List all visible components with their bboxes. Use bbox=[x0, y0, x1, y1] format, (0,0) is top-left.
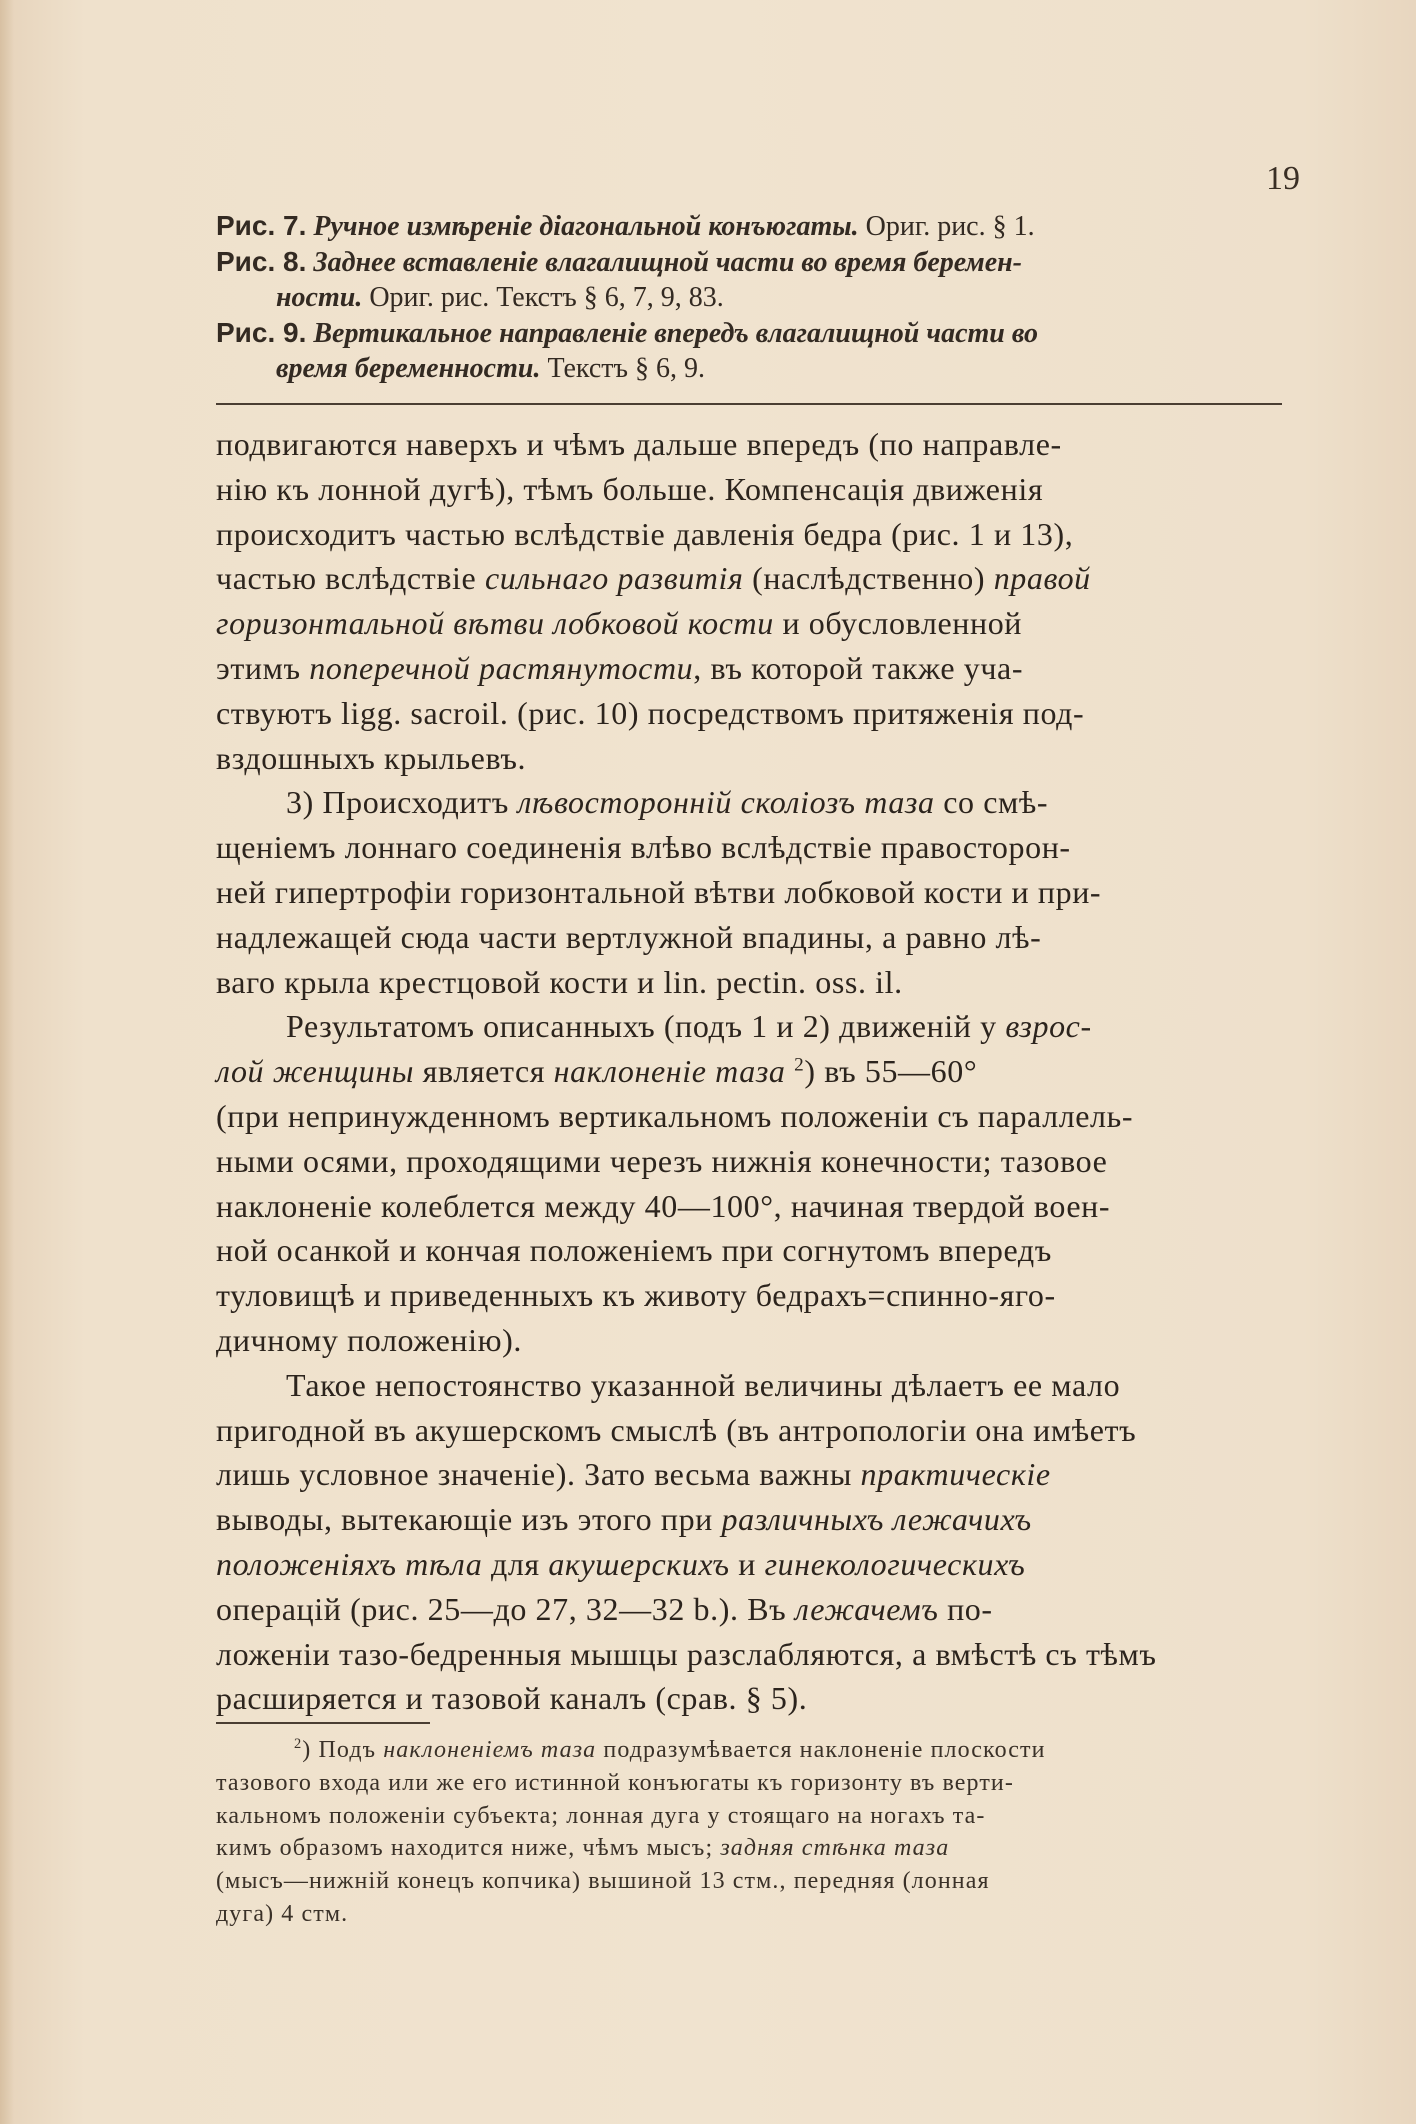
text-run: и bbox=[729, 1545, 765, 1582]
caption-title-end: время беременности. bbox=[276, 353, 541, 384]
text-line: туловищѣ и приведенныхъ къ животу бедрахъ=спинно-яго- bbox=[216, 1277, 1056, 1314]
caption-fig-7 bbox=[216, 208, 1282, 244]
emphasis: лежачемъ bbox=[794, 1590, 939, 1627]
emphasis: сильнаго развитiя bbox=[484, 560, 744, 597]
text-line bbox=[216, 1004, 1282, 1049]
text-run: для bbox=[482, 1545, 549, 1582]
text-line: (мысъ—нижнiй конецъ копчика) вышиной 13 стм., передняя (лонная bbox=[216, 1868, 990, 1895]
text-run: и обусловленной bbox=[773, 605, 1023, 642]
text-run: (наслѣдственно) bbox=[743, 560, 994, 597]
text-line bbox=[216, 1049, 1282, 1094]
emphasis: взрос- bbox=[1005, 1008, 1092, 1045]
caption-source: Ориг. рис. Текстъ § 6, 7, 9, 83. bbox=[369, 282, 724, 313]
emphasis: поперечной растянутости bbox=[309, 649, 694, 686]
caption-fig-9 bbox=[216, 315, 1282, 386]
text-line: вздошныхъ крыльевъ. bbox=[216, 739, 527, 776]
text-run: операцiй (рис. 25—до 27, 32—32 b.). Въ bbox=[216, 1590, 795, 1627]
text-run: по- bbox=[938, 1590, 993, 1627]
emphasis: лѣвостороннiй сколiозъ таза bbox=[517, 784, 935, 821]
emphasis: гинекологическихъ bbox=[764, 1545, 1026, 1582]
footnote-divider bbox=[216, 1722, 430, 1724]
emphasis: различныхъ лежачихъ bbox=[721, 1501, 1032, 1538]
text-line bbox=[216, 1497, 1282, 1542]
emphasis: положенiяхъ тѣла bbox=[216, 1545, 483, 1582]
text-line: наклоненiе колеблется между 40—100°, начиная твердой воен- bbox=[216, 1187, 1111, 1224]
text-run: , въ которой также уча- bbox=[693, 649, 1024, 686]
text-run: подразумѣвается наклоненiе плоскости bbox=[596, 1737, 1046, 1763]
text-run: ) Подъ bbox=[302, 1737, 384, 1763]
caption-label: Рис. 9. bbox=[216, 317, 307, 348]
text-run: этимъ bbox=[216, 649, 310, 686]
caption-source: Текстъ § 6, 9. bbox=[547, 353, 705, 384]
text-run: лишь условное значенiе). Зато весьма важны bbox=[216, 1456, 861, 1493]
emphasis: практическiе bbox=[860, 1456, 1051, 1493]
text-line: Такое непостоянство указанной величины дѣлаетъ ее мало bbox=[286, 1366, 1121, 1403]
text-run: Результатомъ описанныхъ (подъ 1 и 2) движенiй у bbox=[286, 1008, 1006, 1045]
text-line: происходитъ частью вслѣдствiе давленiя бедра (рис. 1 и 13), bbox=[216, 515, 1074, 552]
text-line: надлежащей сюда части вертлужной впадины, а равно лѣ- bbox=[216, 918, 1042, 955]
emphasis: правой bbox=[993, 560, 1091, 597]
text-line bbox=[216, 1542, 1282, 1587]
text-line: пригодной въ акушерскомъ смыслѣ (въ антропологiи она имѣетъ bbox=[216, 1411, 1137, 1448]
footnote-marker: 2 bbox=[794, 1054, 805, 1076]
caption-title: Ручное измѣренiе дiагональной конъюгаты. bbox=[313, 211, 859, 242]
text-line: щенiемъ лоннаго соединенiя влѣво вслѣдствiе правосторон- bbox=[216, 829, 1071, 866]
caption-title: Заднее вставленiе влагалищной части во время беремен- bbox=[313, 247, 1022, 278]
text-line: дичному положенiю). bbox=[216, 1321, 523, 1358]
text-line: ными осями, проходящими черезъ нижнiя конечности; тазовое bbox=[216, 1142, 1108, 1179]
text-line: нiю къ лонной дугѣ), тѣмъ больше. Компенсацiя движенiя bbox=[216, 470, 1044, 507]
text-run: со смѣ- bbox=[934, 784, 1049, 821]
caption-continuation bbox=[216, 280, 1282, 315]
text-line bbox=[216, 556, 1282, 601]
caption-divider bbox=[216, 403, 1282, 405]
footnote bbox=[216, 1734, 1282, 1931]
main-text bbox=[216, 422, 1282, 1721]
text-line: ложенiи тазо-бедренныя мышцы разслабляются, а вмѣстѣ съ тѣмъ bbox=[216, 1635, 1157, 1672]
paragraph-4 bbox=[216, 1363, 1282, 1721]
emphasis: задняя стѣнка таза bbox=[720, 1835, 950, 1862]
caption-continuation bbox=[216, 351, 1282, 386]
text-line: кальномъ положенiи субъекта; лонная дуга у стоящаго на ногахъ та- bbox=[216, 1802, 986, 1829]
emphasis: горизонтальной вѣтви лобковой кости bbox=[216, 605, 774, 642]
text-line bbox=[216, 1832, 1282, 1865]
text-run: частью вслѣдствiе bbox=[216, 560, 485, 597]
caption-label: Рис. 8. bbox=[216, 246, 307, 277]
page-gutter-shadow bbox=[0, 0, 14, 2124]
text-line bbox=[216, 601, 1282, 646]
page-number: 19 bbox=[1266, 160, 1300, 197]
text-line bbox=[216, 646, 1282, 691]
caption-title: Вертикальное направленiе впередъ влагалищной части во bbox=[313, 318, 1038, 349]
caption-source: Ориг. рис. § 1. bbox=[865, 211, 1035, 242]
text-line bbox=[216, 1587, 1282, 1632]
emphasis: наклоненiемъ таза bbox=[383, 1737, 597, 1763]
caption-fig-8 bbox=[216, 244, 1282, 315]
text-line: расширяется и тазовой каналъ (срав. § 5). bbox=[216, 1680, 808, 1717]
emphasis: наклоненiе таза bbox=[553, 1053, 786, 1090]
caption-title-end: ности. bbox=[276, 282, 363, 313]
figure-captions bbox=[216, 208, 1282, 386]
text-run: является bbox=[414, 1053, 554, 1090]
text-run: кимъ образомъ находится ниже, чѣмъ мысъ; bbox=[216, 1835, 721, 1862]
text-line bbox=[216, 1452, 1282, 1497]
text-line bbox=[216, 1734, 1282, 1767]
text-line bbox=[216, 780, 1282, 825]
text-line: ствуютъ ligg. sacroil. (рис. 10) посредствомъ притяженiя под- bbox=[216, 694, 1085, 731]
text-line: тазового входа или же его истинной конъюгаты къ горизонту въ верти- bbox=[216, 1769, 1014, 1796]
text-run: 3) Происходитъ bbox=[286, 784, 518, 821]
text-run: ) въ 55—60° bbox=[804, 1053, 978, 1090]
emphasis: лой женщины bbox=[216, 1053, 415, 1090]
text-line: ваго крыла крестцовой кости и lin. pectin. oss. il. bbox=[216, 963, 903, 1000]
caption-label: Рис. 7. bbox=[216, 210, 307, 241]
paragraph-2 bbox=[216, 780, 1282, 1004]
text-line: ней гипертрофiи горизонтальной вѣтви лобковой кости и при- bbox=[216, 873, 1102, 910]
text-line: (при непринужденномъ вертикальномъ положенiи съ параллель- bbox=[216, 1097, 1134, 1134]
text-run: выводы, вытекающiе изъ этого при bbox=[216, 1501, 722, 1538]
text-line: дуга) 4 стм. bbox=[216, 1900, 349, 1927]
paragraph-1 bbox=[216, 422, 1282, 780]
text-line: ной осанкой и кончая положенiемъ при согнутомъ впередъ bbox=[216, 1232, 1052, 1269]
footnote-number: 2 bbox=[294, 1736, 303, 1752]
text-line: подвигаются наверхъ и чѣмъ дальше впередъ (по направле- bbox=[216, 426, 1062, 462]
paragraph-3 bbox=[216, 1004, 1282, 1362]
emphasis: акушерскихъ bbox=[548, 1545, 730, 1582]
